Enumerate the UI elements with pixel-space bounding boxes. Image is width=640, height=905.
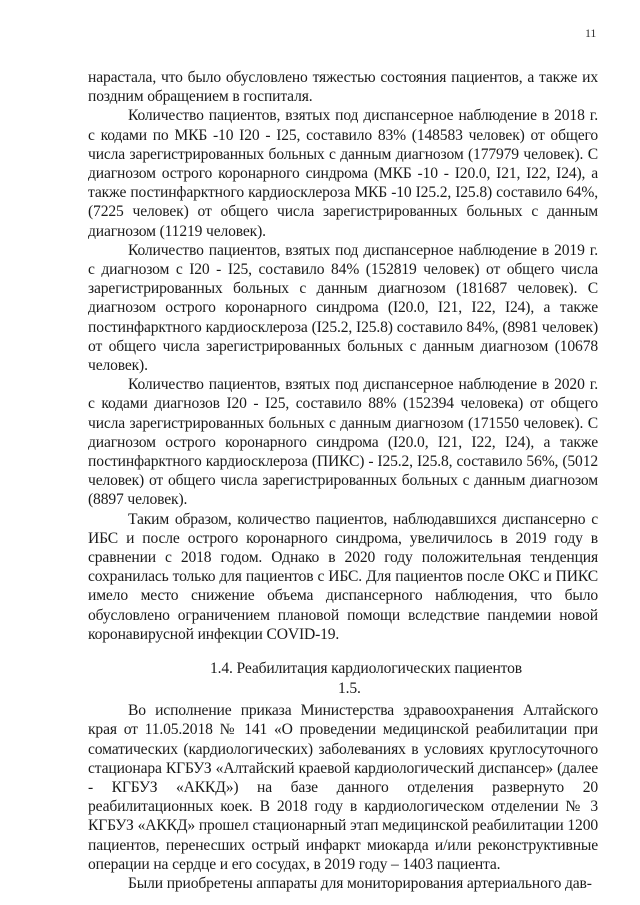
section-heading: 1.4. Реабилитация кардиологических пациентов [210, 660, 523, 678]
paragraph-2019-statistics: Количество пациентов, взятых под диспансерное наблюдение в 2019 г. с диагнозом с I20 - I25, составило 84% (152819 человек) от общего числа зарегистрированных больных с данным диагнозом (181687 человек). С диагнозом острого коронарного синдрома (I20.0, I21, I22, I24), а также постинфарктного кардиосклероза (I25.2, I25.8) составило 84%, (8981 человек) от общего числа зарегистрированных больных с данным диагнозом (10678 человек). [88, 241, 598, 375]
section-subnumber: 1.5. [338, 680, 361, 698]
paragraph-2020-statistics: Количество пациентов, взятых под диспансерное наблюдение в 2020 г. с кодами диагнозов I20 - I25, составило 88% (152394 человека) от общего числа зарегистрированных больных с данным диагнозом (171550 человек). С диагнозом острого коронарного синдрома (I20.0, I21, I22, I24), а также постинфарктного кардиосклероза (ПИКС) - I25.2, I25.8, составило 56%, (5012 человек) от общего числа зарегистрированных больных с данным диагнозом (8897 человек). [88, 376, 598, 509]
paragraph-rehabilitation-order: Во исполнение приказа Министерства здравоохранения Алтайского края от 11.05.2018 № 141 «О проведении медицинской реабилитации при соматических (кардиологических) заболеваниях в условиях круглосуточного стационара КГБУЗ «Алтайский краевой кардиологический диспансер» (далее - КГБУЗ «АККД») на базе данного отделения развернуто 20 реабилитационных коек. В 2018 году в кардиологическом отделении № 3 КГБУЗ «АККД» прошел стационарный этап медицинской реабилитации 1200 пациентов, перенесших острый инфаркт миокарда и/или реконструктивные операции на сердце и его сосудах, в 2019 году – 1403 пациента. [88, 702, 598, 873]
paragraph-continuation: нарастала, что было обусловлено тяжестью состояния пациентов, а также их поздним обращением в госпиталя. [88, 69, 598, 106]
page-number: 11 [585, 26, 597, 40]
paragraph-2018-statistics: Количество пациентов, взятых под диспансерное наблюдение в 2018 г. с кодами по МКБ -10 I20 - I25, составило 83% (148583 человек) от общего числа зарегистрированных больных с данным диагнозом (177979 человек). С диагнозом острого коронарного синдрома (МКБ -10 - I20.0, I21, I22, I24), а также постинфарктного кардиосклероза МКБ -10 I25.2, I25.8) составило 64%, (7225 человек) от общего числа зарегистрированных больных с данным диагнозом (11219 человек). [88, 107, 598, 240]
document-body [88, 68, 598, 893]
paragraph-conclusion: Таким образом, количество пациентов, наблюдавшихся диспансерно с ИБС и после острого коронарного синдрома, увеличилось в 2019 году в сравнении с 2018 годом. Однако в 2020 году положительная тенденция сохранилась только для пациентов с ИБС. Для пациентов после ОКС и ПИКС имело место снижение объема диспансерного наблюдения, что было обусловлено ограничением плановой помощи вследствие пандемии новой коронавирусной инфекции COVID-19. [88, 510, 598, 643]
paragraph-equipment: Были приобретены аппараты для мониторирования артериального дав- [128, 874, 592, 892]
section-heading-block [88, 659, 598, 699]
